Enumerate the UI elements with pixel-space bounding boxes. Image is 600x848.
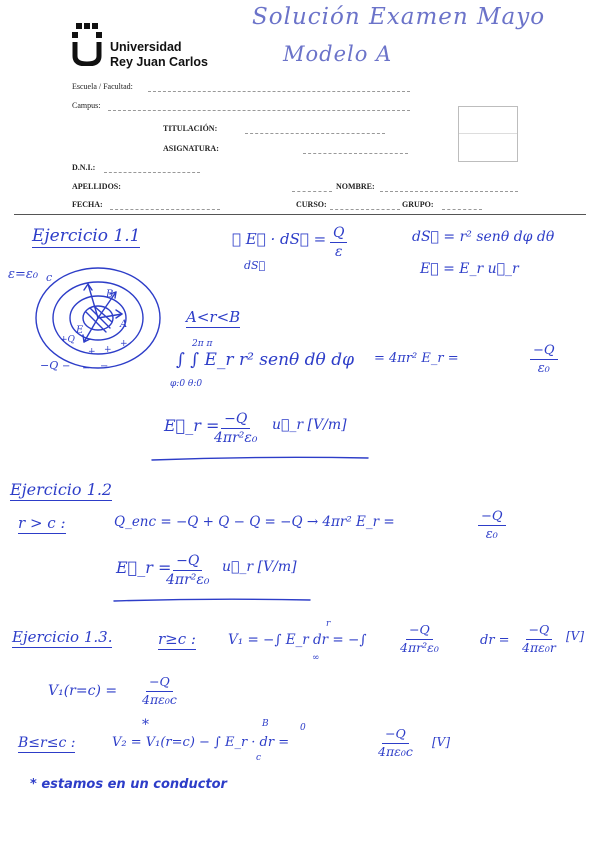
label-plusQ: +Q xyxy=(60,335,75,345)
ex12-er-den: 4πr²ε₀ xyxy=(166,572,210,588)
fecha-label: FECHA: xyxy=(72,200,103,209)
ex12-er-fraction xyxy=(166,554,210,587)
field-er-den: 4πr²ε₀ xyxy=(214,430,258,446)
campus-line xyxy=(108,110,410,111)
charge-minus-1: − xyxy=(62,361,71,372)
university-line1: Universidad xyxy=(110,40,182,54)
fecha-line xyxy=(110,209,220,210)
star-mark: * xyxy=(142,717,149,733)
ex11-underline xyxy=(150,454,370,466)
ex12-er-unit: u⃗_r [V/m] xyxy=(222,559,297,575)
v2-zero-mark: 0 xyxy=(300,723,306,733)
field-er-num: −Q xyxy=(221,412,250,429)
v1-dr: dr = xyxy=(480,633,510,648)
ds-definition: dS⃗ = r² senθ dφ dθ xyxy=(412,229,555,245)
charge-plus-2: + xyxy=(104,345,112,355)
ex13-cond2: B≤r≤c : xyxy=(18,735,76,751)
ex13-cond1: r≥c : xyxy=(158,630,196,648)
integral-lower-limits: φ:0 θ:0 xyxy=(170,379,203,389)
label-minusQ: −Q xyxy=(40,359,59,372)
ex12-qenc-den: ε₀ xyxy=(485,527,498,542)
footnote-conductor: * estamos en un conductor xyxy=(30,777,227,792)
escuela-line xyxy=(148,91,410,92)
v1-result-fraction xyxy=(522,624,556,654)
gauss-fraction xyxy=(330,226,347,259)
v1-result-num: −Q xyxy=(526,624,553,640)
ex11-heading: Ejercicio 1.1 xyxy=(32,226,141,246)
apellidos-line xyxy=(292,191,332,192)
v1-integrand-fraction xyxy=(400,624,439,654)
vc-lhs: V₁(r=c) = xyxy=(48,683,118,699)
field-er-lhs: E⃗_r = xyxy=(164,416,220,435)
header-separator xyxy=(14,214,586,215)
v2-result-num: −Q xyxy=(382,728,409,744)
charge-minus-2: − xyxy=(82,363,91,374)
curso-label: CURSO: xyxy=(296,200,327,209)
v1-limit-bottom: ∞ xyxy=(312,653,320,663)
v1-unit: [V] xyxy=(566,629,585,643)
ex13-heading: Ejercicio 1.3. xyxy=(12,628,113,646)
vc-num: −Q xyxy=(146,676,173,692)
dni-label: D.N.I.: xyxy=(72,163,96,172)
e-definition: E⃗ = E_r u⃗_r xyxy=(420,261,519,277)
escuela-label: Escuela / Facultad: xyxy=(72,82,133,91)
vc-den: 4πε₀c xyxy=(142,691,177,707)
asignatura-label: ASIGNATURA: xyxy=(163,144,219,153)
v1-integrand-den: 4πr²ε₀ xyxy=(400,639,439,655)
v2-result-den: 4πε₀c xyxy=(378,743,413,759)
university-name xyxy=(110,40,208,70)
grupo-label: GRUPO: xyxy=(402,200,434,209)
titulacion-line xyxy=(245,133,385,134)
handwritten-subtitle: Modelo A xyxy=(283,42,393,66)
nombre-label: NOMBRE: xyxy=(336,182,375,191)
v2-expression: V₂ = V₁(r=c) − ∫ E_r · dr = xyxy=(112,735,290,750)
nombre-line xyxy=(380,191,518,192)
double-integral: ∫ ∫ E_r r² senθ dθ dφ xyxy=(176,350,354,370)
v2-limit-top: B xyxy=(262,719,269,729)
campus-label: Campus: xyxy=(72,101,101,110)
integral-result-fraction xyxy=(530,344,558,375)
ex12-qenc: Q_enc = −Q + Q − Q = −Q → 4πr² E_r = xyxy=(114,514,395,530)
v2-unit: [V] xyxy=(432,735,451,749)
asignatura-line xyxy=(303,153,408,154)
ex12-underline xyxy=(112,596,312,606)
titulacion-label: TITULACIÓN: xyxy=(163,124,218,133)
region-a-b: A<r<B xyxy=(186,308,241,326)
charge-minus-3: − xyxy=(100,361,109,372)
v1-limit-top: r xyxy=(326,619,331,629)
ex12-heading: Ejercicio 1.2 xyxy=(10,480,113,499)
curso-line xyxy=(330,209,400,210)
label-A: A xyxy=(120,319,128,330)
dni-line xyxy=(104,172,200,173)
university-line2: Rey Juan Carlos xyxy=(110,55,208,69)
charge-plus-1: + xyxy=(88,347,96,357)
v1-result-den: 4πε₀r xyxy=(522,639,556,655)
ex12-qenc-fraction xyxy=(478,510,506,541)
charge-plus-3: + xyxy=(120,339,128,349)
apellidos-label: APELLIDOS: xyxy=(72,182,121,191)
ex12-er-num: −Q xyxy=(173,554,202,571)
label-c: c xyxy=(46,271,53,284)
vc-fraction xyxy=(142,676,177,706)
integral-result-num: −Q xyxy=(530,344,558,360)
v2-result-fraction xyxy=(378,728,413,758)
field-er-unit: u⃗_r [V/m] xyxy=(272,417,347,433)
field-er-fraction xyxy=(214,412,258,445)
ex12-er-lhs: E⃗_r = xyxy=(116,558,172,577)
label-E: E xyxy=(76,325,84,336)
grade-box xyxy=(458,106,518,162)
integral-result-den: ε₀ xyxy=(537,361,550,376)
v1-integrand-num: −Q xyxy=(406,624,433,640)
epsilon-note: ε=ε₀ xyxy=(8,267,39,282)
handwritten-title: Solución Examen Mayo xyxy=(252,4,546,30)
grupo-line xyxy=(442,209,482,210)
integral-result: = 4πr² E_r = xyxy=(374,351,459,366)
integral-upper-limits: 2π π xyxy=(192,339,213,349)
v1-expression: V₁ = −∫ E_r dr = −∫ xyxy=(228,632,367,648)
gauss-den: ε xyxy=(334,244,343,260)
ds-label: dS⃗ xyxy=(244,259,266,272)
gauss-law: ∮ E⃗ · dS⃗ = xyxy=(232,230,327,248)
ex12-condition: r > c : xyxy=(18,514,66,532)
v2-limit-bottom: c xyxy=(256,753,262,763)
ex12-qenc-num: −Q xyxy=(478,510,506,526)
label-B: B xyxy=(106,289,114,300)
university-logo xyxy=(72,22,102,66)
gauss-num: Q xyxy=(330,226,347,243)
